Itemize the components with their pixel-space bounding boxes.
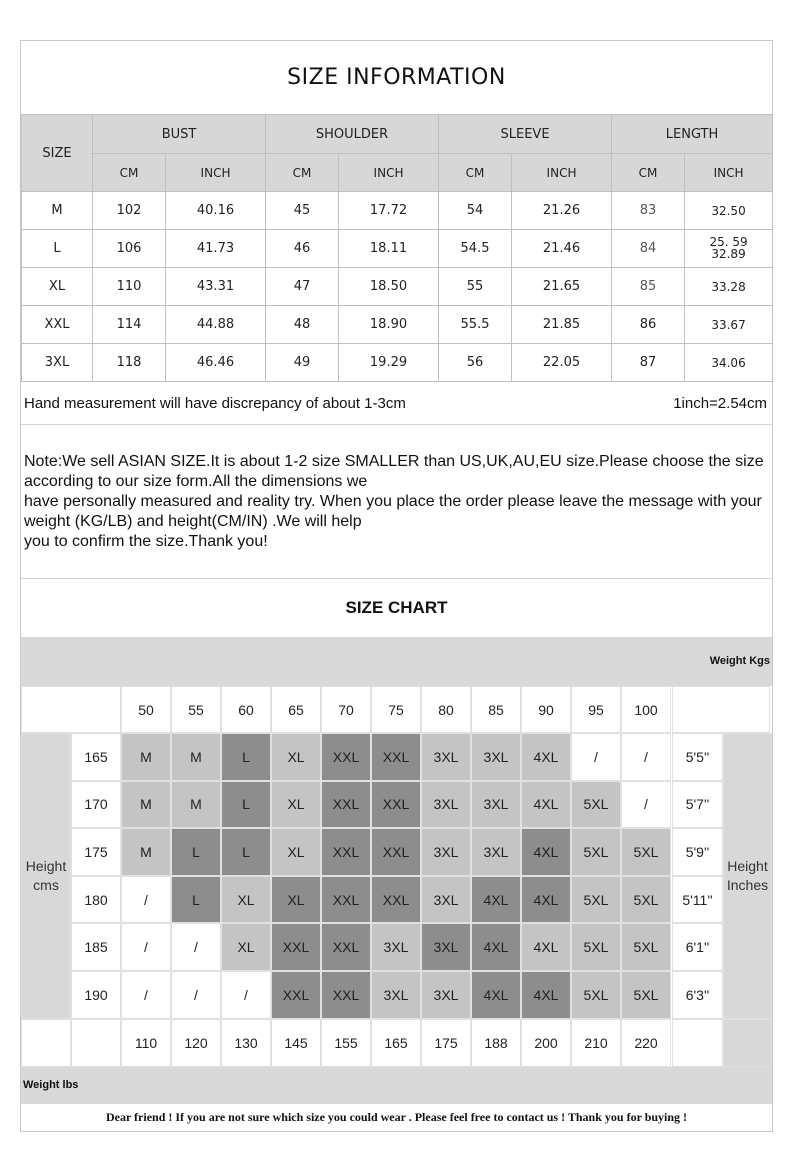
sleeve-cm-cell: 54.5: [439, 230, 512, 268]
sleeve-inch-cell: 21.85: [512, 306, 612, 344]
size-chart-cell: /: [171, 923, 221, 971]
weight-lb-header: 175: [421, 1019, 471, 1067]
weight-kg-header: 100: [621, 686, 671, 733]
size-chart-cell: XXL: [371, 733, 421, 781]
weight-kgs-band: [21, 637, 772, 686]
length-inch-cell: 34.06: [685, 344, 773, 382]
size-chart-cell: /: [121, 971, 171, 1019]
bust-inch-cell: 40.16: [166, 192, 266, 230]
size-cell: XL: [22, 268, 93, 306]
size-chart-cell: XXL: [271, 923, 321, 971]
height-inch-cell: 5'11'': [672, 876, 723, 924]
height-cm-cell: 170: [71, 781, 121, 829]
asian-size-note: [24, 452, 769, 552]
size-chart-cell: M: [121, 828, 171, 876]
weight-kg-header: 95: [571, 686, 621, 733]
height-inch-cell: 5'5'': [672, 733, 723, 781]
size-chart-cell: M: [171, 733, 221, 781]
size-chart-cell: XXL: [371, 876, 421, 924]
sleeve-cm-cell: 54: [439, 192, 512, 230]
size-chart-cell: 4XL: [471, 876, 521, 924]
length-inch-cell: 32.50: [685, 192, 773, 230]
table-row: [22, 306, 773, 344]
unit-header: INCH: [339, 154, 439, 192]
corner-blank: [21, 1019, 71, 1067]
weight-kg-header: 90: [521, 686, 571, 733]
weight-lb-header: 220: [621, 1019, 671, 1067]
unit-header: INCH: [512, 154, 612, 192]
size-chart-cell: 4XL: [521, 733, 571, 781]
table-row: [22, 344, 773, 382]
height-cm-cell: 180: [71, 876, 121, 924]
measurement-disclaimer: Hand measurement will have discrepancy of about 1-3cm: [24, 395, 406, 412]
size-information-table: [21, 114, 773, 382]
note-line: have personally measured and reality try. When you place the order please leave the message with your weight (KG/LB) and height(CM/IN) .We will help: [24, 493, 762, 530]
length-inch-cell: [685, 230, 773, 268]
size-chart-cell: 3XL: [421, 971, 471, 1019]
size-chart-cell: XXL: [371, 828, 421, 876]
size-chart-cell: M: [121, 781, 171, 829]
shoulder-cm-cell: 48: [266, 306, 339, 344]
size-cell: XXL: [22, 306, 93, 344]
size-chart-cell: L: [221, 781, 271, 829]
size-chart-cell: 3XL: [471, 781, 521, 829]
size-chart-cell: /: [621, 733, 671, 781]
table-row: [22, 268, 773, 306]
weight-lb-header: 120: [171, 1019, 221, 1067]
size-chart-cell: XXL: [321, 781, 371, 829]
height-cm-cell: 185: [71, 923, 121, 971]
height-inches-label: Height Inches: [723, 733, 772, 1019]
size-chart-cell: 3XL: [421, 733, 471, 781]
size-chart-cell: 5XL: [571, 971, 621, 1019]
length-inch-overlap-text: 25. 59: [709, 235, 748, 249]
size-chart-cell: M: [171, 781, 221, 829]
unit-header: CM: [266, 154, 339, 192]
size-chart-cell: 4XL: [521, 828, 571, 876]
corner-blank: [672, 686, 770, 733]
weight-lb-header: 130: [221, 1019, 271, 1067]
unit-header: CM: [93, 154, 166, 192]
unit-header: CM: [612, 154, 685, 192]
sleeve-inch-cell: 21.46: [512, 230, 612, 268]
size-chart-cell: XL: [271, 828, 321, 876]
size-chart-cell: 3XL: [371, 971, 421, 1019]
height-cm-cell: 165: [71, 733, 121, 781]
unit-header: CM: [439, 154, 512, 192]
size-chart-cell: L: [221, 828, 271, 876]
size-chart-cell: XXL: [371, 781, 421, 829]
size-chart-cell: XL: [221, 923, 271, 971]
weight-kg-header: 85: [471, 686, 521, 733]
shoulder-inch-cell: 18.11: [339, 230, 439, 268]
shoulder-inch-cell: 18.50: [339, 268, 439, 306]
bust-cm-cell: 102: [93, 192, 166, 230]
bust-inch-cell: 41.73: [166, 230, 266, 268]
bust-cm-cell: 106: [93, 230, 166, 268]
weight-lb-header: 210: [571, 1019, 621, 1067]
size-chart-cell: 3XL: [471, 733, 521, 781]
weight-lbs-band: [21, 1067, 772, 1104]
size-chart-cell: XXL: [321, 923, 371, 971]
size-chart-cell: 4XL: [521, 781, 571, 829]
height-inch-cell: 6'3'': [672, 971, 723, 1019]
shoulder-inch-cell: 19.29: [339, 344, 439, 382]
weight-lb-header: 165: [371, 1019, 421, 1067]
size-chart-cell: 5XL: [621, 923, 671, 971]
height-inch-cell: 5'9'': [672, 828, 723, 876]
size-chart-cell: 5XL: [571, 781, 621, 829]
length-cm-cell: 87: [612, 344, 685, 382]
table-row: [22, 230, 773, 268]
size-cell: M: [22, 192, 93, 230]
size-information-title: SIZE INFORMATION: [287, 65, 506, 90]
shoulder-cm-cell: 49: [266, 344, 339, 382]
size-chart-cell: 5XL: [571, 876, 621, 924]
weight-kg-header: 70: [321, 686, 371, 733]
weight-lb-header: 110: [121, 1019, 171, 1067]
size-chart-cell: XXL: [321, 733, 371, 781]
corner-blank: [21, 686, 121, 733]
bust-header: BUST: [93, 115, 266, 154]
weight-lb-header: 200: [521, 1019, 571, 1067]
size-header: SIZE: [22, 115, 93, 192]
size-chart-cell: 3XL: [421, 923, 471, 971]
size-chart-cell: XXL: [321, 876, 371, 924]
sleeve-cm-cell: 55.5: [439, 306, 512, 344]
shoulder-inch-cell: 18.90: [339, 306, 439, 344]
size-chart-cell: /: [221, 971, 271, 1019]
length-header: LENGTH: [612, 115, 773, 154]
bust-inch-cell: 46.46: [166, 344, 266, 382]
weight-lb-header: 188: [471, 1019, 521, 1067]
size-chart-cell: 4XL: [521, 971, 571, 1019]
note-line: you to confirm the size.Thank you!: [24, 533, 268, 550]
size-chart-cell: L: [171, 828, 221, 876]
length-cm-cell: 85: [612, 268, 685, 306]
size-chart-cell: 5XL: [571, 923, 621, 971]
size-chart-cell: /: [571, 733, 621, 781]
shoulder-inch-cell: 17.72: [339, 192, 439, 230]
weight-lbs-label: Weight lbs: [23, 1079, 79, 1091]
size-chart-cell: 5XL: [571, 828, 621, 876]
bust-cm-cell: 110: [93, 268, 166, 306]
weight-lb-header: 145: [271, 1019, 321, 1067]
weight-kg-header: 80: [421, 686, 471, 733]
corner-blank: [723, 1019, 772, 1067]
size-chart-cell: XL: [271, 781, 321, 829]
size-chart-cell: 5XL: [621, 971, 671, 1019]
height-inch-cell: 6'1'': [672, 923, 723, 971]
size-sheet: [20, 40, 773, 1132]
size-chart-cell: /: [121, 923, 171, 971]
shoulder-cm-cell: 47: [266, 268, 339, 306]
size-chart-cell: 4XL: [521, 876, 571, 924]
size-chart-cell: /: [171, 971, 221, 1019]
shoulder-header: SHOULDER: [266, 115, 439, 154]
size-chart-cell: 3XL: [421, 828, 471, 876]
sleeve-cm-cell: 56: [439, 344, 512, 382]
table-row: [22, 192, 773, 230]
measurement-disclaimer-row: [21, 381, 772, 425]
note-line: Note:We sell ASIAN SIZE.It is about 1-2 size SMALLER than US,UK,AU,EU size.Please choose the size according to our size form.All the dimensions we: [24, 453, 764, 490]
sleeve-cm-cell: 55: [439, 268, 512, 306]
length-inch-cell: 33.28: [685, 268, 773, 306]
shoulder-cm-cell: 45: [266, 192, 339, 230]
size-chart-cell: XL: [221, 876, 271, 924]
unit-header: INCH: [685, 154, 773, 192]
shoulder-cm-cell: 46: [266, 230, 339, 268]
sleeve-inch-cell: 21.65: [512, 268, 612, 306]
size-chart-title: SIZE CHART: [345, 598, 448, 617]
size-chart-cell: 5XL: [621, 876, 671, 924]
bust-cm-cell: 114: [93, 306, 166, 344]
bust-inch-cell: 43.31: [166, 268, 266, 306]
footer-message: Dear friend ! If you are not sure which size you could wear . Please feel free to contact us ! Thank you for buying !: [105, 1110, 688, 1124]
size-chart-cell: 4XL: [471, 923, 521, 971]
size-chart-cell: 3XL: [471, 828, 521, 876]
size-chart-cell: XXL: [321, 828, 371, 876]
size-chart-cell: L: [221, 733, 271, 781]
inch-conversion: 1inch=2.54cm: [673, 395, 767, 412]
size-chart-cell: 4XL: [471, 971, 521, 1019]
size-chart-cell: M: [121, 733, 171, 781]
corner-blank: [71, 1019, 121, 1067]
size-chart-cell: 5XL: [621, 828, 671, 876]
size-chart-cell: 3XL: [371, 923, 421, 971]
height-inch-cell: 5'7'': [672, 781, 723, 829]
length-cm-cell: 86: [612, 306, 685, 344]
weight-kgs-label: Weight Kgs: [709, 655, 770, 667]
weight-kg-header: 65: [271, 686, 321, 733]
weight-kg-header: 50: [121, 686, 171, 733]
weight-kg-header: 75: [371, 686, 421, 733]
weight-lb-header: 155: [321, 1019, 371, 1067]
size-chart-cell: XL: [271, 876, 321, 924]
size-cell: 3XL: [22, 344, 93, 382]
bust-inch-cell: 44.88: [166, 306, 266, 344]
size-chart-cell: XXL: [271, 971, 321, 1019]
sleeve-inch-cell: 22.05: [512, 344, 612, 382]
size-chart-cell: XL: [271, 733, 321, 781]
length-inch-value: 32.89: [711, 247, 746, 261]
height-cms-label: Height cms: [21, 733, 71, 1019]
bust-cm-cell: 118: [93, 344, 166, 382]
height-cm-cell: 190: [71, 971, 121, 1019]
size-cell: L: [22, 230, 93, 268]
height-cm-cell: 175: [71, 828, 121, 876]
corner-blank: [672, 1019, 723, 1067]
size-chart-cell: 4XL: [521, 923, 571, 971]
size-chart-cell: XXL: [321, 971, 371, 1019]
sleeve-header: SLEEVE: [439, 115, 612, 154]
weight-kg-header: 60: [221, 686, 271, 733]
size-chart-cell: L: [171, 876, 221, 924]
length-cm-cell: 83: [612, 192, 685, 230]
size-chart-cell: 3XL: [421, 876, 471, 924]
size-chart-cell: /: [121, 876, 171, 924]
size-chart-cell: /: [621, 781, 671, 829]
size-chart-cell: 3XL: [421, 781, 471, 829]
length-cm-cell: 84: [612, 230, 685, 268]
length-inch-cell: 33.67: [685, 306, 773, 344]
sleeve-inch-cell: 21.26: [512, 192, 612, 230]
weight-kg-header: 55: [171, 686, 221, 733]
unit-header: INCH: [166, 154, 266, 192]
